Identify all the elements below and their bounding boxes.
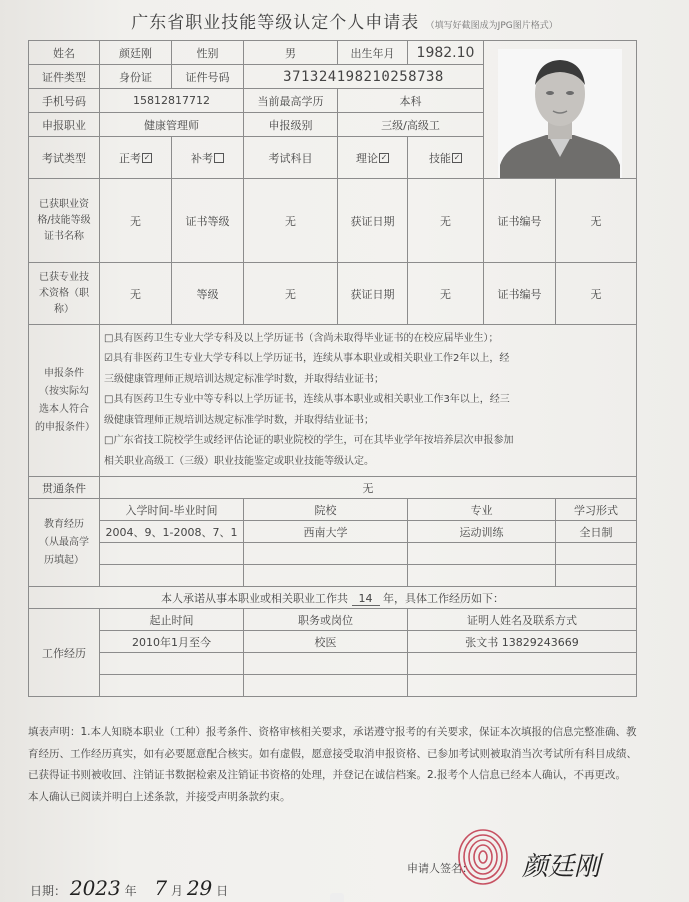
edu-row-empty [100, 543, 244, 565]
cert1-level-label: 证书等级 [172, 179, 244, 263]
declaration-text: 填表声明：1.本人知晓本职业（工种）报考条件、资格审核相关要求，承诺遵守报考的有关要求，保证本次填报的信息完整准确、教育经历、工作经历真实，如有必要愿意配合核实。如有虚假，愿意接受取消申报资格、已参加考试则被取消当次考试所有科目成绩、已获得证书则被收回、注销证书数据检索及注销证书资格的处理，并登记在诚信档案。2.报考个人信息已经本人确认，不再更改。 [28, 726, 637, 781]
empty-box-icon[interactable] [214, 153, 224, 163]
date-label: 日期： [30, 884, 67, 898]
conditions-list [100, 325, 637, 477]
condition-option-cont: 三级健康管理师正规培训达规定标准学时数，并取得结业证书； [104, 373, 384, 385]
date-day-unit: 日 [216, 884, 229, 898]
edu-row-form: 全日制 [556, 521, 637, 543]
form-title [0, 8, 689, 33]
date-row [30, 876, 228, 900]
cert1-level-value: 无 [244, 179, 338, 263]
exam-type-label: 考试类型 [29, 137, 100, 179]
penetrate-label: 贯通条件 [29, 477, 100, 499]
work-years: 14 [352, 592, 380, 606]
cert1-no-value: 无 [556, 179, 637, 263]
edu-header-form: 学习形式 [556, 499, 637, 521]
education-label: 教育经历（从最高学历填起） [29, 499, 100, 587]
person-portrait-icon [498, 49, 622, 179]
work-header-position: 职务或岗位 [244, 609, 408, 631]
work-header-period: 起止时间 [100, 609, 244, 631]
work-row-empty [100, 653, 244, 675]
name-value: 颜廷刚 [100, 41, 172, 65]
birth-label: 出生年月 [338, 41, 408, 65]
work-row-empty [244, 675, 408, 697]
phone-value: 15812817712 [100, 89, 244, 113]
edu-label: 当前最高学历 [244, 89, 338, 113]
cert1-no-label: 证书编号 [484, 179, 556, 263]
id-no-label: 证件号码 [172, 65, 244, 89]
cert2-level-label: 等级 [172, 263, 244, 325]
gender-label: 性别 [172, 41, 244, 65]
id-no-value: 371324198210258738 [244, 65, 484, 89]
penetrate-value: 无 [100, 477, 637, 499]
form-title-note: （填写好截图成为JPG图片格式） [425, 21, 558, 31]
date-year-unit: 年 [124, 884, 137, 898]
cert1-date-label: 获证日期 [338, 179, 408, 263]
work-row-position: 校医 [244, 631, 408, 653]
gender-value: 男 [244, 41, 338, 65]
edu-header-major: 专业 [408, 499, 556, 521]
exam-normal-label: 正考 [119, 151, 141, 165]
scroll-down-icon[interactable] [330, 893, 344, 902]
exam-makeup-label: 补考 [191, 151, 213, 165]
work-row-empty [244, 653, 408, 675]
work-statement [29, 587, 637, 609]
condition-option-cont: 级健康管理师正规培训达规定标准学时数，并取得结业证书； [104, 414, 374, 426]
occupation-value: 健康管理师 [100, 113, 244, 137]
applicant-photo [498, 49, 622, 179]
edu-row-empty [244, 565, 408, 587]
condition-option[interactable]: □广东省技工院校学生或经评估论证的职业院校的学生，可在其毕业学年按培养层次申报参加 [104, 435, 514, 447]
checked-box-icon[interactable]: ✓ [380, 152, 388, 162]
work-row-empty [100, 675, 244, 697]
checked-box-icon[interactable]: ✓ [453, 152, 461, 162]
work-row-empty [408, 653, 637, 675]
cert2-label: 已获专业技术资格（职称） [29, 263, 100, 325]
id-type-label: 证件类型 [29, 65, 100, 89]
subject-label: 考试科目 [244, 137, 338, 179]
cert1-value: 无 [100, 179, 172, 263]
work-statement-post: 年，具体工作经历如下： [383, 591, 504, 605]
checked-box-icon[interactable]: ✓ [143, 152, 151, 162]
work-row-period: 2010年1月至今 [100, 631, 244, 653]
condition-option-cont: 相关职业高级工（三级）职业技能鉴定或职业技能等级认定。 [104, 455, 374, 467]
cert2-value: 无 [100, 263, 172, 325]
edu-header-school: 院校 [244, 499, 408, 521]
edu-row-school: 西南大学 [244, 521, 408, 543]
exam-makeup-option[interactable] [172, 137, 244, 179]
edu-row-empty [556, 565, 637, 587]
subject-theory-option[interactable] [338, 137, 408, 179]
edu-header-period: 入学时间-毕业时间 [100, 499, 244, 521]
cert2-date-label: 获证日期 [338, 263, 408, 325]
occupation-label: 申报职业 [29, 113, 100, 137]
date-month-unit: 月 [170, 884, 183, 898]
application-table [28, 40, 637, 697]
condition-option[interactable]: □具有医药卫生专业大学专科及以上学历证书（含尚未取得毕业证书的在校应届毕业生）； [104, 332, 499, 344]
conditions-label: 申报条件（按实际勾选本人符合的申报条件） [29, 325, 100, 477]
edu-value: 本科 [338, 89, 484, 113]
level-value: 三级/高级工 [338, 113, 484, 137]
declaration-confirm: 本人确认已阅读并明白上述条款，并接受声明条款约束。 [28, 790, 291, 803]
birth-value: 1982.10 [408, 41, 484, 65]
edu-row-empty [408, 565, 556, 587]
form-title-text: 广东省职业技能等级认定个人申请表 [131, 13, 420, 33]
work-row-empty [408, 675, 637, 697]
edu-row-empty [244, 543, 408, 565]
work-label: 工作经历 [29, 609, 100, 697]
subject-skill-option[interactable] [408, 137, 484, 179]
cert1-label: 已获职业资格/技能等级证书名称 [29, 179, 100, 263]
cert2-level-value: 无 [244, 263, 338, 325]
cert2-no-value: 无 [556, 263, 637, 325]
subject-theory-label: 理论 [356, 151, 378, 165]
handwritten-signature: 颜廷刚 [522, 852, 601, 882]
work-header-reference: 证明人姓名及联系方式 [408, 609, 637, 631]
edu-row-period: 2004、9、1-2008、7、1 [100, 521, 244, 543]
work-statement-pre: 本人承诺从事本职业或相关职业工作共 [161, 591, 348, 605]
level-label: 申报级别 [244, 113, 338, 137]
name-label: 姓名 [29, 41, 100, 65]
phone-label: 手机号码 [29, 89, 100, 113]
cert1-date-value: 无 [408, 179, 484, 263]
edu-row-empty [408, 543, 556, 565]
date-month: 7 [154, 876, 168, 900]
cert2-date-value: 无 [408, 263, 484, 325]
date-year: 2023 [69, 876, 121, 900]
subject-skill-label: 技能 [429, 151, 451, 165]
condition-option[interactable]: ☑具有非医药卫生专业大学专科以上学历证书，连续从事本职业或相关职业工作2年以上，经 [104, 353, 510, 365]
declaration-block [28, 722, 638, 808]
condition-option[interactable]: □具有医药卫生专业中等专科以上学历证书，连续从事本职业或相关职业工作3年以上，经三 [104, 394, 510, 406]
id-type-value: 身份证 [100, 65, 172, 89]
date-day: 29 [186, 876, 213, 900]
edu-row-empty [100, 565, 244, 587]
red-fingerprint-icon [454, 826, 512, 888]
edu-row-empty [556, 543, 637, 565]
work-row-reference: 张文书 13829243669 [408, 631, 637, 653]
edu-row-major: 运动训练 [408, 521, 556, 543]
signature-label: 申请人签名： [407, 862, 473, 875]
photo-cell [484, 41, 637, 179]
cert2-no-label: 证书编号 [484, 263, 556, 325]
exam-normal-option[interactable] [100, 137, 172, 179]
